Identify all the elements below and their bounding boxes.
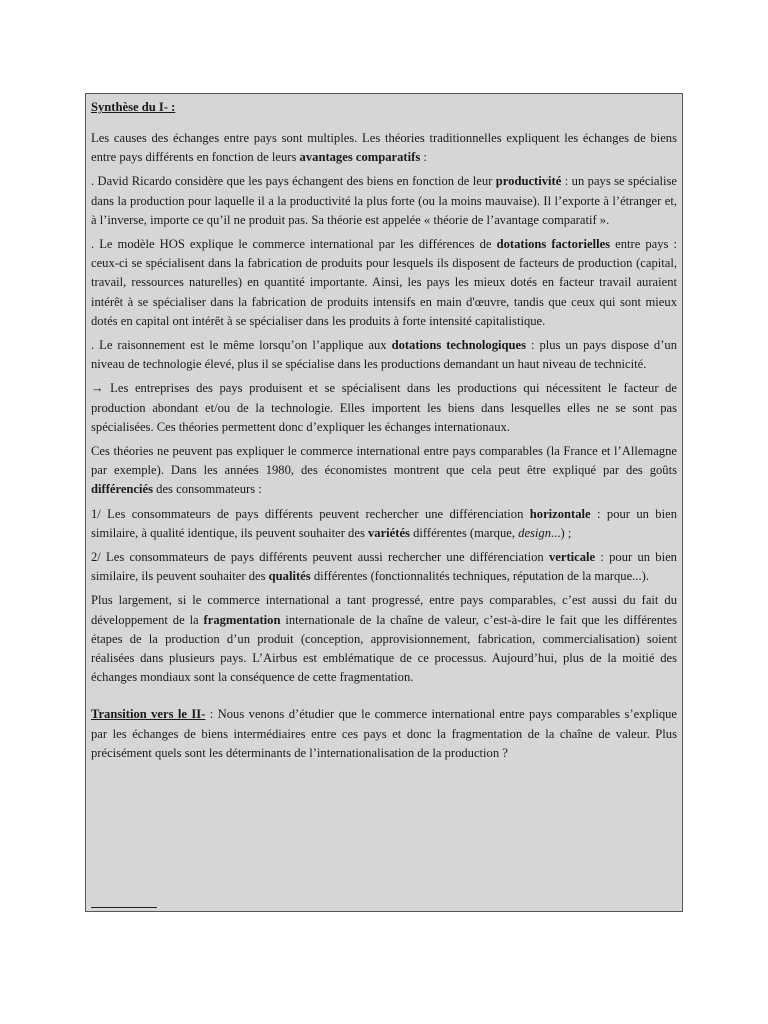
- techno-paragraph: [91, 336, 677, 374]
- fragmentation-bold: fragmentation: [203, 612, 281, 627]
- horizontal-paragraph: [91, 505, 677, 543]
- hos-paragraph: [91, 235, 677, 331]
- comparables-text-end: des consommateurs :: [153, 482, 262, 497]
- document-page: [85, 93, 683, 912]
- intro-text: Les causes des échanges entre pays sont multiples. Les théories traditionnelles expliquent les échanges de biens entre pays différents en fonction de leurs: [91, 131, 677, 165]
- footnote-rule: [91, 907, 157, 908]
- vertical-bold-2: qualités: [268, 569, 311, 584]
- intro-text-end: :: [420, 150, 427, 165]
- ricardo-text: . David Ricardo considère que les pays échangent des biens en fonction de leur: [91, 174, 496, 189]
- horizontal-text-2: : pour un bien similaire, à qualité identique, ils peuvent souhaiter des: [91, 506, 677, 540]
- arrow-text: → Les entreprises des pays produisent et se spécialisent dans les productions qui nécessitent le facteur de production abondant et/ou de la technologie. Elles importent les biens dans lesquelles elles ne se sont pas spécialisées. Ces théories permettent donc d’expliquer les échanges internationaux.: [91, 381, 677, 434]
- section-heading: Synthèse du I- :: [91, 100, 176, 114]
- hos-bold: dotations factorielles: [496, 237, 611, 252]
- vertical-paragraph: [91, 548, 677, 586]
- intro-bold: avantages comparatifs: [299, 150, 421, 165]
- vertical-text-end: différentes (fonctionnalités techniques, réputation de la marque...).: [310, 569, 649, 584]
- vertical-bold: verticale: [548, 550, 596, 565]
- horizontal-bold-2: variétés: [368, 525, 410, 540]
- fragmentation-text: Plus largement, si le commerce international a tant progressé, entre pays comparables, c’est aussi du fait du développement de la: [91, 593, 677, 627]
- horizontal-italic: design: [518, 525, 552, 540]
- horizontal-text: 1/ Les consommateurs de pays différents peuvent rechercher une différenciation: [91, 506, 530, 521]
- techno-text: . Le raisonnement est le même lorsqu’on l’applique aux: [91, 338, 392, 353]
- hos-text-end: entre pays : ceux-ci se spécialisent dans la fabrication de produits pour lesquels ils disposent de facteurs de production (capital, travail, ressources naturelles) en quantité importante. Ainsi, les pays les mieux dotés en facteur travail auraient intérêt à se spécialiser dans la fabrication de produits intensifs en main d'œuvre, tandis que ceux qui sont mieux dotés en capital ont intérêt à se spécialiser dans les produits à forte intensité capitalistique.: [91, 237, 677, 328]
- fragmentation-text-end: internationale de la chaîne de valeur, c’est-à-dire le fait que les différentes étapes de la production d’un produit (conception, approvisionnement, fabrication, commercialisation) soient réalisées dans plusieurs pays. L’Airbus est emblématique de ce processus. Aujourd’hui, plus de la moitié des échanges mondiaux sont la conséquence de cette fragmentation.: [91, 612, 677, 685]
- intro-paragraph: [91, 129, 677, 167]
- vertical-text: 2/ Les consommateurs de pays différents peuvent aussi rechercher une différenciation: [91, 550, 549, 565]
- comparables-paragraph: [91, 442, 677, 500]
- transition-paragraph: [91, 705, 677, 763]
- hos-text: . Le modèle HOS explique le commerce international par les différences de: [91, 237, 497, 252]
- ricardo-paragraph: [91, 172, 677, 230]
- comparables-bold: différenciés: [91, 482, 154, 497]
- vertical-text-2: : pour un bien similaire, ils peuvent souhaiter des: [91, 550, 677, 584]
- ricardo-text-end: : un pays se spécialise dans la production pour laquelle il a la productivité la plus forte (ou la moins mauvaise). Il l’exporte à l’étranger et, à l’inverse, importe ce qu’il ne produit pas. Sa théorie est appelée « théorie de l’avantage comparatif ».: [91, 174, 677, 227]
- horizontal-text-end: ...) ;: [551, 525, 572, 540]
- techno-bold: dotations technologiques: [391, 338, 527, 353]
- comparables-text: Ces théories ne peuvent pas expliquer le commerce international entre pays comparables (la France et l’Allemagne par exemple). Dans les années 1980, des économistes montrent que cela peut être expliqué par des goûts: [91, 444, 677, 478]
- arrow-paragraph: [91, 379, 677, 437]
- techno-text-end: : plus un pays dispose d’un niveau de technologie élevé, plus il se spécialise dans les productions demandant un haut niveau de technicité.: [91, 338, 677, 372]
- transition-text: : Nous venons d’étudier que le commerce international entre pays comparables s’explique par les échanges de biens intermédiaires entre ces pays et donc la fragmentation de la chaîne de valeur. Plus précisément quels sont les déterminants de l’internationalisation de la production ?: [91, 707, 678, 760]
- horizontal-bold: horizontale: [529, 506, 591, 521]
- fragmentation-paragraph: [91, 591, 677, 687]
- transition-title: Transition vers le II-: [91, 707, 206, 722]
- ricardo-bold: productivité: [495, 174, 562, 189]
- horizontal-text-3: différentes (marque,: [409, 525, 519, 540]
